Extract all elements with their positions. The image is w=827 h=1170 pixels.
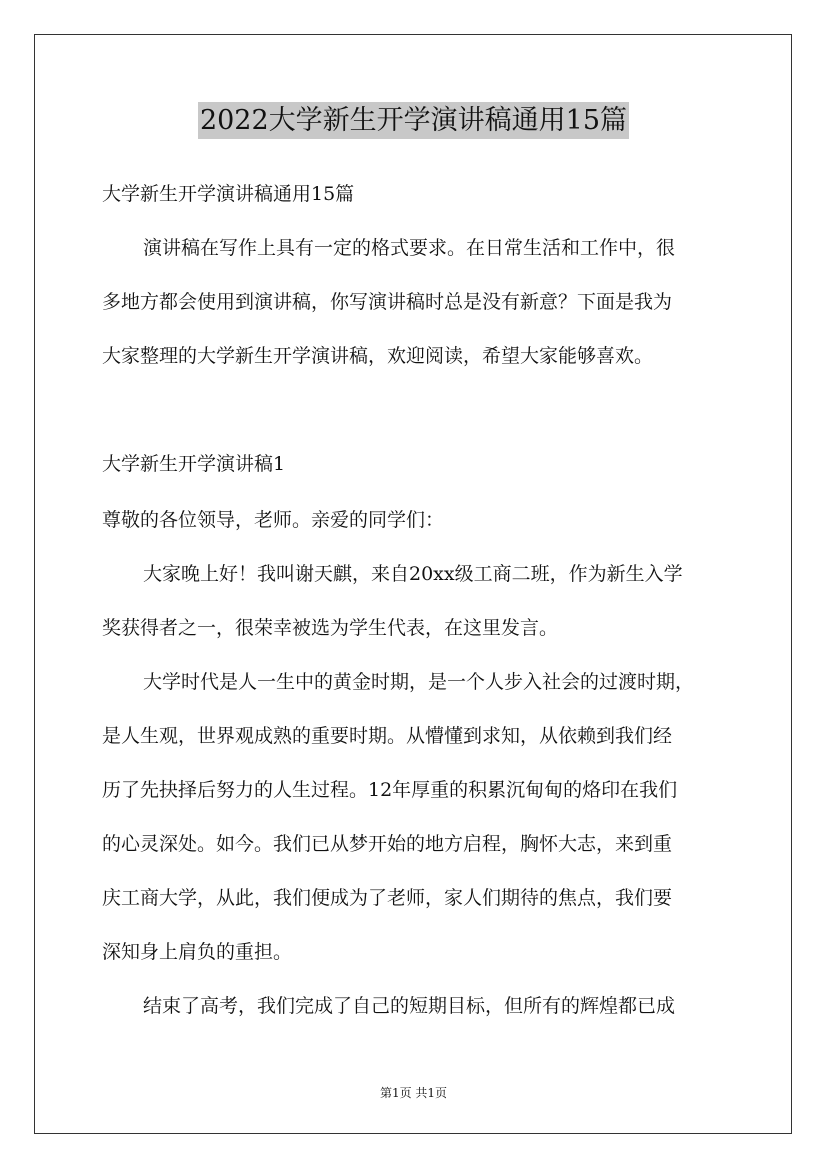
paragraph-line: 多地方都会使用到演讲稿，你写演讲稿时总是没有新意？下面是我为 [102, 291, 673, 313]
paragraph-line: 大家整理的大学新生开学演讲稿，欢迎阅读，希望大家能够喜欢。 [102, 345, 654, 367]
paragraph-line: 是人生观，世界观成熟的重要时期。从懵懂到求知，从依赖到我们经 [102, 725, 673, 747]
document-title: 2022大学新生开学演讲稿通用15篇 [198, 102, 629, 139]
paragraph-line: 庆工商大学，从此，我们便成为了老师，家人们期待的焦点，我们要 [102, 887, 673, 909]
paragraph-line: 奖获得者之一，很荣幸被选为学生代表，在这里发言。 [102, 617, 559, 639]
document-title-block [0, 102, 827, 140]
paragraph-line: 深知身上肩负的重担。 [102, 941, 293, 963]
section-heading: 大学新生开学演讲稿1 [102, 453, 286, 475]
subtitle-line: 大学新生开学演讲稿通用15篇 [102, 183, 355, 205]
paragraph-line: 的心灵深处。如今。我们已从梦开始的地方启程，胸怀大志，来到重 [102, 833, 673, 855]
page-footer: 第1页 共1页 [379, 1086, 448, 1100]
paragraph-line: 大学时代是人一生中的黄金时期，是一个人步入社会的过渡时期， [143, 671, 695, 693]
paragraph-line: 历了先抉择后努力的人生过程。12年厚重的积累沉甸甸的烙印在我们 [102, 779, 678, 801]
paragraph-line: 大家晚上好！我叫谢天麒，来自20xx级工商二班，作为新生入学 [143, 563, 683, 585]
paragraph-line: 演讲稿在写作上具有一定的格式要求。在日常生活和工作中，很 [143, 237, 676, 259]
salutation-line: 尊敬的各位领导，老师。亲爱的同学们： [102, 509, 445, 531]
paragraph-line: 结束了高考，我们完成了自己的短期目标，但所有的辉煌都已成 [143, 995, 676, 1017]
